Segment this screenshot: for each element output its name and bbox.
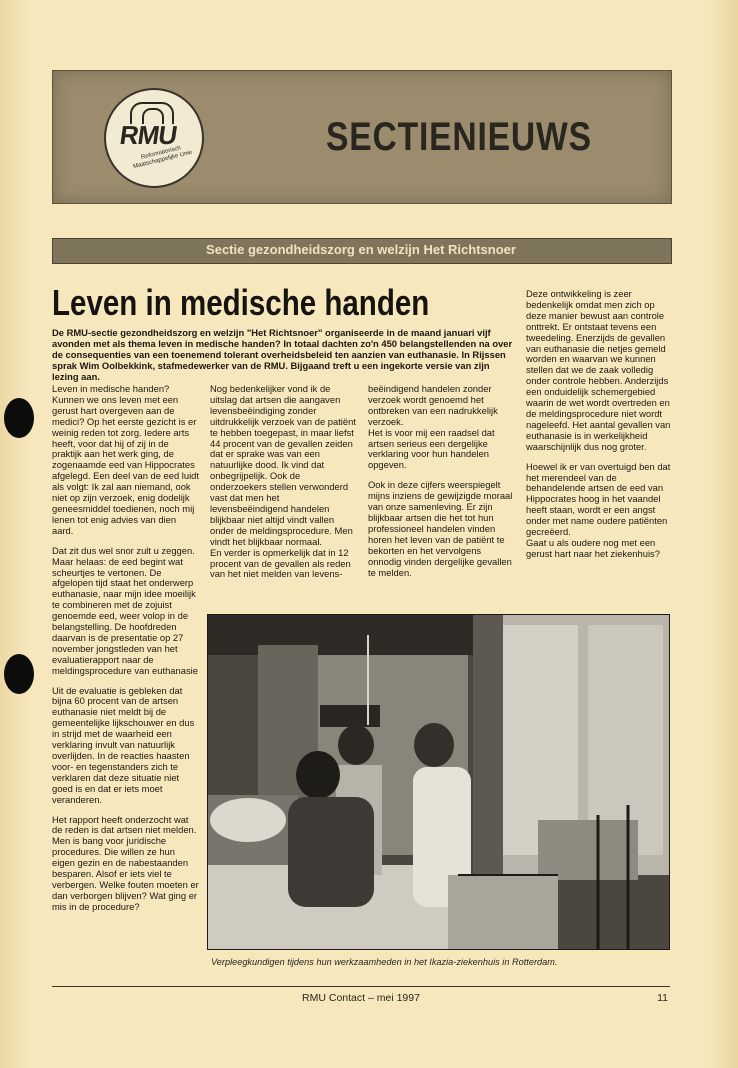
paragraph: Leven in medische handen? Kunnen we ons leven met een gerust hart overgeven aan de medici? Op het eerste gezicht is er weinig reden tot zorg. Iedere arts heeft, voor dat hij of zij in de praktijk aan het werk ging, de zogenaamde eed van Hippocrates afgelegd. Een deel van de eed luidt als volgt: Ik zal aan niemand, ook niet op zijn verzoek, enig dodelijk geneesmiddel toedienen, noch mij lenen tot enig advies van dien aard. <box>52 383 199 536</box>
paragraph: Het is voor mij een raadsel dat artsen serieus een dergelijke verklaring voor hun handelen opgeven. <box>368 426 495 471</box>
logo-wordmark: RMU <box>117 120 179 150</box>
article-column-3 <box>368 384 516 587</box>
article-headline: Leven in medische handen <box>52 282 430 323</box>
punch-hole <box>4 654 34 694</box>
section-title: SECTIENIEUWS <box>326 115 592 159</box>
paragraph: Gaat u als oudere nog met een gerust hart naar het ziekenhuis? <box>526 536 660 559</box>
paragraph: beëindigend handelen zonder verzoek wordt genoemd het ontbreken van een nadrukkelijk verzoek. <box>368 383 498 427</box>
footer-divider <box>52 986 670 987</box>
paragraph: En verder is opmerkelijk dat in 12 procent van de gevallen als reden van het niet melden van levens- <box>210 546 351 580</box>
logo-subtext: Reformatorisch Maatschappelijke Unie <box>132 145 193 171</box>
paragraph: Hoewel ik er van overtuigd ben dat het merendeel van de behandelende artsen de eed van Hippocrates hoog in het vaandel heeft staan, wordt er een angst onder met name oudere patiënten gecreëerd. <box>526 460 671 538</box>
photo-illustration <box>208 615 669 949</box>
paragraph: Deze ontwikkeling is zeer bedenkelijk omdat men zich op deze manier bewust aan controle onttrekt. Er ontstaat tevens een tweedeling. Enerzijds de gevallen van euthanasie die netjes gemeld worden en waarvan we kunnen stellen dat we de zaak volledig onder controle hebben. Anderzijds een onduidelijk schemergebied waarin de wet wordt overtreden en de meldingsprocedure niet wordt nageleefd. Het aantal gevallen van euthanasie is in werkelijkheid waarschijnlijk dus nog groter. <box>526 288 671 452</box>
rmu-logo-icon <box>104 88 204 188</box>
article-column-4 <box>526 289 672 569</box>
hospital-photo <box>207 614 670 950</box>
paragraph: Uit de evaluatie is gebleken dat bijna 60 procent van de artsen euthanasie niet meldt bij de gemeentelijke lijkschouwer en dus in strijd met de waarheid een verklaring invult van natuurlijk overlijden. In de reacties haasten voor- en tegenstanders zich te verklaren dat deze situatie niet goed is en dat er iets moet veranderen. <box>52 684 195 805</box>
paragraph: Het rapport heeft onderzocht wat de reden is dat artsen niet melden. Men is bang voor juridische procedures. Die willen ze hun eigen gezin en de nabestaanden besparen. Alsof er iets viel te verbergen. Welke fouten moeten er dan verborgen blijven? Wat ging er mis in de procedure? <box>52 813 199 912</box>
footer-publication: RMU Contact – mei 1997 <box>302 992 420 1004</box>
page-number: 11 <box>657 992 668 1004</box>
paragraph: Nog bedenkelijker vond ik de uitslag dat artsen die aangaven levensbeëindiging zonder uitdrukkelijk verzoek van de patiënt te hebben toegepast, in maar liefst 44 procent van de gevallen zeiden dat er sprake was van een natuurlijke dood. Ik vind dat onbegrijpelijk. Ook de onderzoekers stellen verwonderd vast dat men het levensbeëindigend handelen blijkbaar niet altijd vindt vallen onder de meldingsprocedure. Men vindt het blijkbaar normaal. <box>210 383 356 547</box>
punch-hole <box>4 398 34 438</box>
article-column-1 <box>52 384 200 922</box>
article-column-2 <box>210 384 358 589</box>
paragraph: Ook in deze cijfers weerspiegelt mijns inziens de gewijzigde moraal van onze samenleving. Er zijn blijkbaar artsen die het tot hun professioneel handelen vinden horen het leven van de patiënt te bekorten en het vervolgens onnodig vinden dergelijke gevallen te melden. <box>368 479 513 578</box>
photo-caption: Verpleegkundigen tijdens hun werkzaamheden in het Ikazia-ziekenhuis in Rotterdam. <box>211 957 558 967</box>
paragraph: Dat zit dus wel snor zult u zeggen. Maar helaas: de eed begint wat scheurtjes te vertonen. De afgelopen tijd staat het onderwerp euthanasie, naar mijn idee moeilijk te combineren met de zojuist genoemde eed, weer volop in de belangstelling. De hoofdreden daarvan is de presentatie op 27 november jongstleden van het evaluatierapport naar de meldingsprocedure van euthanasie <box>52 544 198 676</box>
article-intro: De RMU-sectie gezondheidszorg en welzijn "Het Richtsnoer" organiseerde in de maand januari vijf avonden met als thema leven in medische handen? In totaal dachten zo'n 450 belangstellenden na over de consequenties van een toenemend tolerant overheidsbeleid ten aanzien van euthanasie. In Rijssen sprak Wim Oolbekkink, stafmedewerker van de RMU. Bijgaand treft u een ingekorte versie van zijn lezing aan. <box>52 327 513 382</box>
section-subtitle: Sectie gezondheidszorg en welzijn Het Richtsnoer <box>206 242 516 257</box>
